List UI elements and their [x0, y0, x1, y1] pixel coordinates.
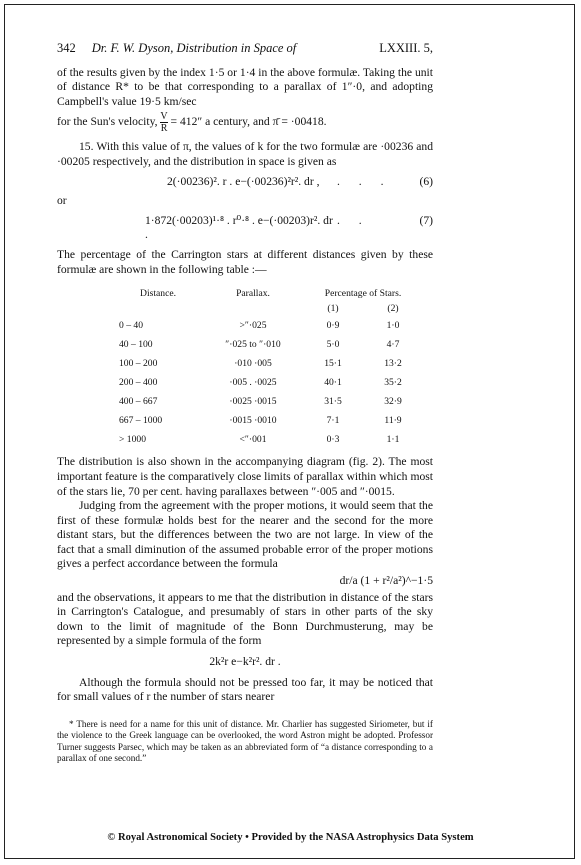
paragraph-7: Although the formula should not be pressed too far, it may be noticed that for small values of r the number of stars nearer: [57, 675, 433, 704]
running-title: Dr. F. W. Dyson, Distribution in Space of: [91, 41, 297, 55]
paragraph-3: The percentage of the Carrington stars at different distances given by these formulæ are shown in the following table :—: [57, 247, 433, 276]
footnote: * There is need for a name for this unit of distance. Mr. Charlier has suggested Siriometer, but if the violence to the Greek language can be overlooked, the word Astron might be adopted. Professor Turner suggests Parsec, which may be taken as an abbreviated form of “a distance corresponding to a parallax of one second.”: [57, 718, 433, 764]
paper-page: [57, 14, 433, 765]
table-row: 667 – 1000 ·0015 ·0010 7·1 11·9: [119, 414, 402, 426]
table-row: 0 – 40 >″·025 0·9 1·0: [119, 319, 400, 331]
or-text: or: [57, 194, 67, 208]
distribution-table: Distance. Parallax. Percentage of Stars. (1) (2) 0 – 40 >″·025 0·9 1·0 40 – 100 ″·025 to ″·010 5·0 4·7 100 – 200 ·010 ·005 15·1 13·2 200 – 400 ·005 . ·0025 40·1 35·2 400 – 667 ·0025 ·0015 31·5 32·9 667 – 1000 ·0015 ·0010 7·1 11·9 > 1000 <″·001 0·3 1·1: [113, 287, 423, 449]
table-row: 40 – 100 ″·025 to ″·010 5·0 4·7: [119, 338, 400, 350]
paragraph-1: of the results given by the index 1·5 or 1·4 in the above formulæ. Taking the unit of distance R* to be that corresponding to a parallax of 1″·0, and adopting Campbell's value 19·5 km/sec: [57, 65, 433, 108]
page-number: 342: [57, 41, 76, 55]
table-row: 200 – 400 ·005 . ·0025 40·1 35·2: [119, 376, 402, 388]
equation-6: 2(·00236)². r . e−(·00236)²r². dr , . . . (6): [167, 174, 433, 188]
formula-inline: dr/a (1 + r²/a²)^−1·5: [339, 574, 433, 588]
paragraph-4: The distribution is also shown in the accompanying diagram (fig. 2). The most important feature is the comparatively close limits of parallax within which most of the stars lie, 70 per cent. having parallaxes between ″·005 and ″·0015.: [57, 455, 433, 498]
copyright-footer: © Royal Astronomical Society • Provided by the NASA Astrophysics Data System: [107, 832, 474, 843]
paragraph-5: Judging from the agreement with the proper motions, it would seem that the first of these formulæ holds best for the nearer and the second for the more distant stars, but the differences between the two are not large. In view of the fact that a small diminution of the assumed probable error of the proper motions gives a perfect accordance between the formula: [57, 499, 433, 571]
paragraph-2: 15. With this value of π, the values of k for the two formulæ are ·00236 and ·00205 respectively, and the distribution in space is given as: [57, 140, 433, 168]
table-row: > 1000 <″·001 0·3 1·1: [119, 433, 400, 445]
table-row: 100 – 200 ·010 ·005 15·1 13·2: [119, 357, 402, 369]
velocity-fraction: $\frac{V}{R}$: [160, 111, 168, 135]
volume-number: LXXIII. 5,: [379, 41, 433, 55]
equation-7: 1·872(·00203)¹·⁸ . r⁰·⁸ . e−(·00203)r². dr . . . (7): [145, 213, 433, 242]
paragraph-6: and the observations, it appears to me that the distribution in distance of the stars in Carrington's Catalogue, and presumably of stars in other parts of the sky down to the limit of magnitude of the Bonn Durchmusterung, may be represented by a simple formula of the form: [57, 590, 433, 648]
running-header: [57, 41, 433, 56]
paragraph-1-end: for the Sun's velocity, $\frac{V}{R}$ = 412″ a century, and π̄ = ·00418.: [57, 111, 327, 135]
table-row: 400 – 667 ·0025 ·0015 31·5 32·9: [119, 395, 402, 407]
equation-8: 2k²r e−k²r². dr .: [209, 655, 281, 669]
